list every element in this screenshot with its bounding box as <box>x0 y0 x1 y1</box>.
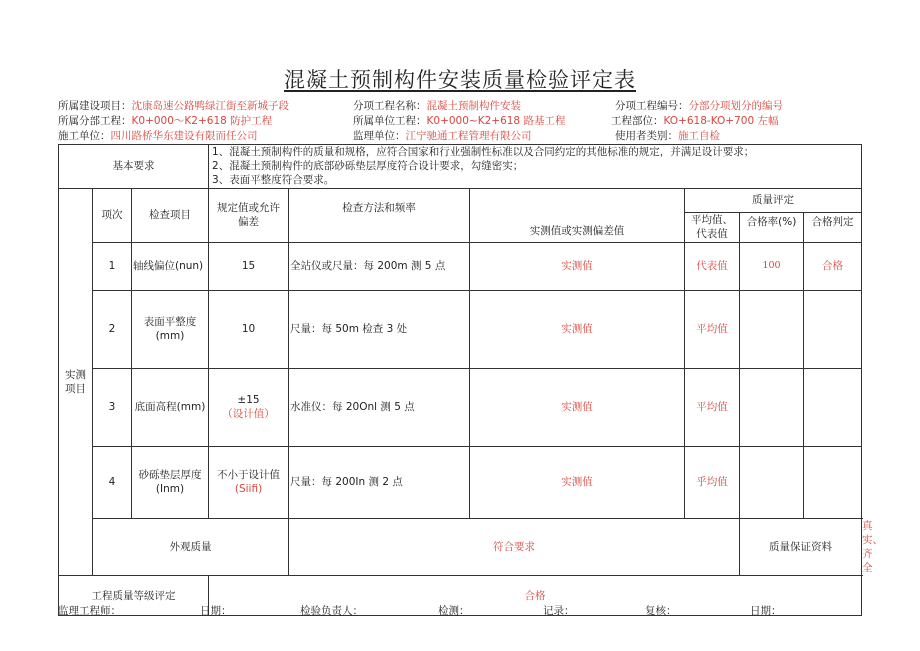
header-judge: 合格判定 <box>804 212 862 242</box>
row-seq: 2 <box>93 290 132 368</box>
row-avg: 乎均值 <box>685 446 740 518</box>
row-spec: 15 <box>209 242 289 290</box>
basic-line-1: 1、混凝土预制构件的质量和规格，应符合国家和行业强制性标准以及合同约定的其他标准的规定，并满足设计要求； <box>212 146 755 158</box>
basic-line-2: 2、混凝土预制构件的底部砂砾垫层厚度符合设计要求，勾缝密实； <box>212 160 524 173</box>
info-unit: 所属单位工程：K0+000~K2+618 路基工程 <box>353 115 566 127</box>
info-project: 所属建设项目：沈康岛速公路鸭绿江街至新城子段 <box>58 100 289 112</box>
row-spec-note: (Siifi) <box>234 483 263 496</box>
basic-line-3: 3、表面平整度符合要求。 <box>212 174 335 187</box>
info-supervisor: 监理单位：江宁驰通工程管理有限公司 <box>353 130 532 142</box>
appearance-value: 符合要求 <box>289 518 740 576</box>
footer-supervisor: 监理工程师： <box>58 605 121 617</box>
row-seq: 3 <box>93 368 132 446</box>
row-spec <box>209 446 289 518</box>
row-rate <box>740 446 804 518</box>
header-row-1 <box>59 188 862 212</box>
header-measured: 实测值或实测偏差值 <box>470 188 685 242</box>
appearance-label: 外观质量 <box>93 518 289 576</box>
basic-requirements-row <box>59 145 862 189</box>
basic-requirements-text <box>209 145 862 189</box>
row-measured: 实测值 <box>470 290 685 368</box>
row-judge: 合格 <box>804 242 862 290</box>
row-item: 表面平整度(mm) <box>132 290 209 368</box>
row-method: 尺量：每 200In 测 2 点 <box>289 446 470 518</box>
row-rate <box>740 368 804 446</box>
row-avg: 平均值 <box>685 290 740 368</box>
row-method: 水准仪：每 20Onl 测 5 点 <box>289 368 470 446</box>
row-seq: 1 <box>93 242 132 290</box>
table-row <box>59 368 862 446</box>
info-division: 所属分部工程：K0+000～K2+618 防护工程 <box>58 115 273 127</box>
info-subitem-name: 分项工程名称：混凝土预制构件安装 <box>353 100 521 112</box>
row-spec-value: 不小于设计值 <box>217 468 281 481</box>
header-quality: 质量评定 <box>685 188 862 212</box>
row-spec-value: ±15 <box>237 393 260 406</box>
inspection-table <box>58 144 884 616</box>
header-method: 检查方法和频率 <box>289 188 470 242</box>
row-method: 尺量：每 50m 检查 3 处 <box>289 290 470 368</box>
row-judge <box>804 290 862 368</box>
row-rate <box>740 290 804 368</box>
row-avg: 平均值 <box>685 368 740 446</box>
header-avg: 平均值、代表值 <box>685 212 740 242</box>
footer-tester: 检测： <box>438 605 470 617</box>
row-judge <box>804 368 862 446</box>
form-title: 混凝土预制构件安装质量检验评定表 <box>284 68 636 92</box>
footer-date-1: 日期： <box>200 605 232 617</box>
docs-label: 质量保证资料 <box>740 518 862 576</box>
table-row <box>59 446 862 518</box>
row-measured: 实测值 <box>470 368 685 446</box>
header-spec: 规定值或允许偏差 <box>209 188 289 242</box>
header-rate: 合格率(%) <box>740 212 804 242</box>
info-location: 工程部位：KO+618-KO+700 左幅 <box>611 115 779 127</box>
header-seq: 项次 <box>93 188 132 242</box>
info-contractor: 施工单位：四川路桥华东建设有限而任公司 <box>58 130 258 142</box>
row-item: 轴线偏位(nun) <box>132 242 209 290</box>
row-measured: 实测值 <box>470 446 685 518</box>
header-item: 检查项目 <box>132 188 209 242</box>
footer-recorder: 记录： <box>543 605 575 617</box>
footer-inspector: 检验负责人： <box>300 605 363 617</box>
grade-value: 合格 <box>209 576 862 616</box>
row-spec: 10 <box>209 290 289 368</box>
row-item: 底面高程(mm) <box>132 368 209 446</box>
info-subitem-code: 分项工程编号：分部分项划分的编号 <box>615 100 783 112</box>
row-measured: 实测值 <box>470 242 685 290</box>
table-row <box>59 242 862 290</box>
row-method: 全站仪或尺量：每 200m 测 5 点 <box>289 242 470 290</box>
row-avg: 代表值 <box>685 242 740 290</box>
table-row <box>59 290 862 368</box>
footer-date-2: 日期： <box>750 605 782 617</box>
basic-requirements-label: 基本要求 <box>59 145 209 189</box>
appearance-row: 外观质量 符合要求 质量保证资料 真实、齐全 <box>59 518 862 576</box>
row-seq: 4 <box>93 446 132 518</box>
row-judge <box>804 446 862 518</box>
footer-reviewer: 复核： <box>645 605 677 617</box>
row-spec <box>209 368 289 446</box>
section-label: 实测项目 <box>59 188 93 576</box>
row-rate: 100 <box>740 242 804 290</box>
row-item: 砂砾垫层厚度(Inm) <box>132 446 209 518</box>
info-user-type: 使用者类别：施工自检 <box>615 130 720 142</box>
row-spec-note: （设计值） <box>222 408 275 421</box>
grade-label: 工程质量等级评定 <box>59 576 209 616</box>
